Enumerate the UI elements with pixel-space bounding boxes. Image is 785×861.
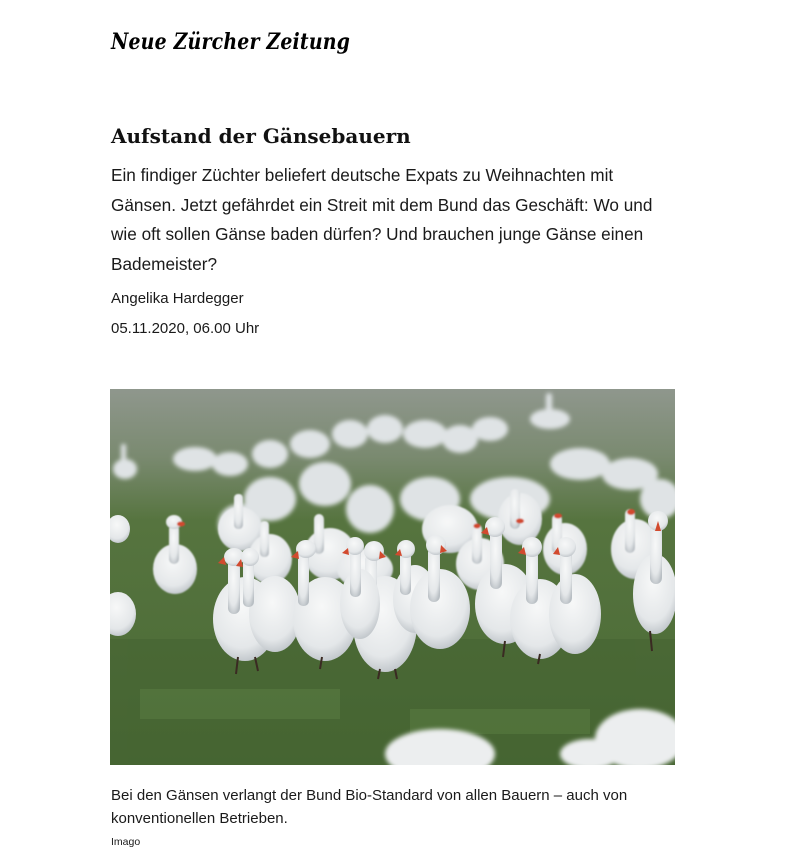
publish-date: 05.11.2020, 06.00 Uhr — [111, 320, 260, 337]
masthead-logo-link[interactable] — [111, 24, 389, 60]
geese-photo — [110, 389, 675, 765]
masthead-logo: Neue Zürcher Zeitung — [111, 29, 351, 55]
image-caption: Bei den Gänsen verlangt der Bund Bio-Standard von allen Bauern – auch von konventionellen Betrieben. — [111, 787, 628, 827]
article-lead: Ein findiger Züchter beliefert deutsche Expats zu Weihnachten mit Gänsen. Jetzt gefährdet ein Streit mit dem Bund das Geschäft: Wo und wie oft sollen Gänse baden dürfen? Und brauchen junge Gänse einen Bademeister? — [111, 165, 653, 274]
image-credit: Imago — [111, 836, 141, 848]
article-image[interactable] — [110, 389, 675, 765]
author-link[interactable]: Angelika Hardegger — [111, 290, 244, 307]
article-headline: Aufstand der Gänsebauern — [111, 124, 411, 148]
